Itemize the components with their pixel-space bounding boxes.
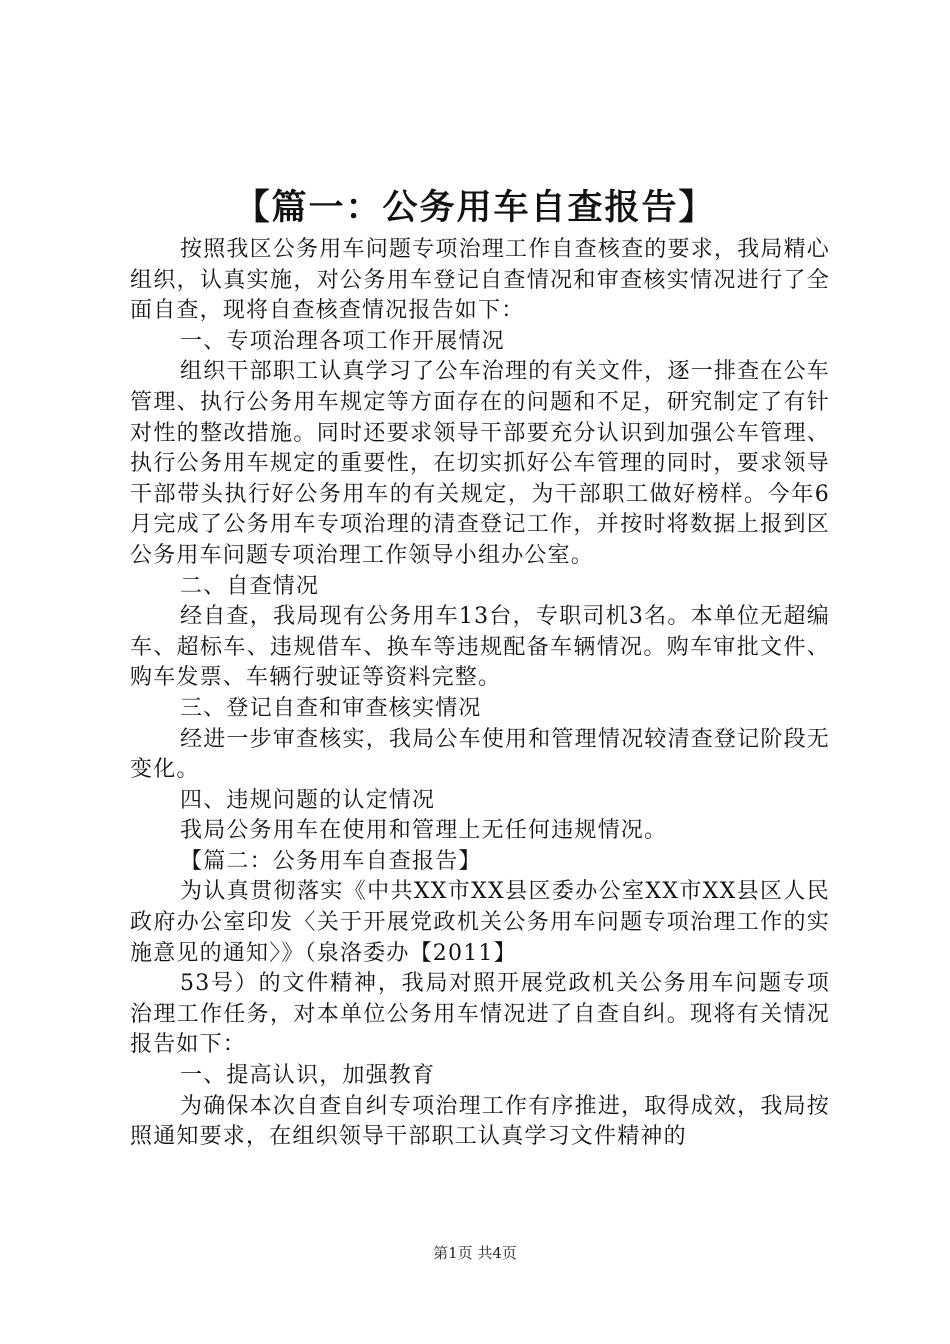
section-title: 【篇二：公务用车自查报告】 [180,848,482,874]
document-title: 【篇一：公务用车自查报告】 [234,187,716,228]
section-heading: 二、自查情况 [180,573,320,599]
paragraph: 按照我区公务用车问题专项治理工作自查核查的要求，我局精心组织，认真实施，对公务用车登记自查情况和审查核实情况进行了全面自查，现将自查核查情况报告如下： [130,237,830,324]
section-heading: 四、违规问题的认定情况 [180,787,436,813]
paragraph: 为认真贯彻落实《中共XX市XX县区委办公室XX市XX县区人民政府办公室印发〈关于开展党政机关公务用车问题专项治理工作的实施意见的通知〉》（泉洛委办【2011】 [130,879,830,966]
section-heading: 一、专项治理各项工作开展情况 [180,328,505,354]
paragraph: 为确保本次自查自纠专项治理工作有序推进，取得成效，我局按照通知要求，在组织领导干部职工认真学习文件精神的 [130,1093,830,1150]
paragraph: 组织干部职工认真学习了公车治理的有关文件，逐一排查在公车管理、执行公务用车规定等方面存在的问题和不足，研究制定了有针对性的整改措施。同时还要求领导干部要充分认识到加强公车管理、执行公务用车规定的重要性，在切实抓好公车管理的同时，要求领导干部带头执行好公务用车的有关规定，为干部职工做好榜样。今年6月完成了公务用车专项治理的清查登记工作，并按时将数据上报到区公务用车问题专项治理工作领导小组办公室。 [130,359,830,568]
document-body [130,235,830,1153]
section-heading: 三、登记自查和审查核实情况 [180,695,482,721]
paragraph: 经自查，我局现有公务用车13台，专职司机3名。本单位无超编车、超标车、违规借车、换车等违规配备车辆情况。购车审批文件、购车发票、车辆行驶证等资料完整。 [130,604,830,691]
section-heading: 一、提高认识，加强教育 [180,1063,436,1089]
paragraph: 经进一步审查核实，我局公车使用和管理情况较清查登记阶段无变化。 [130,726,830,783]
paragraph: 我局公务用车在使用和管理上无任何违规情况。 [180,818,668,844]
paragraph: 53号）的文件精神，我局对照开展党政机关公务用车问题专项治理工作任务，对本单位公务用车情况进了自查自纠。现将有关情况报告如下： [130,971,830,1058]
page-number: 第1页 共4页 [433,1244,517,1262]
